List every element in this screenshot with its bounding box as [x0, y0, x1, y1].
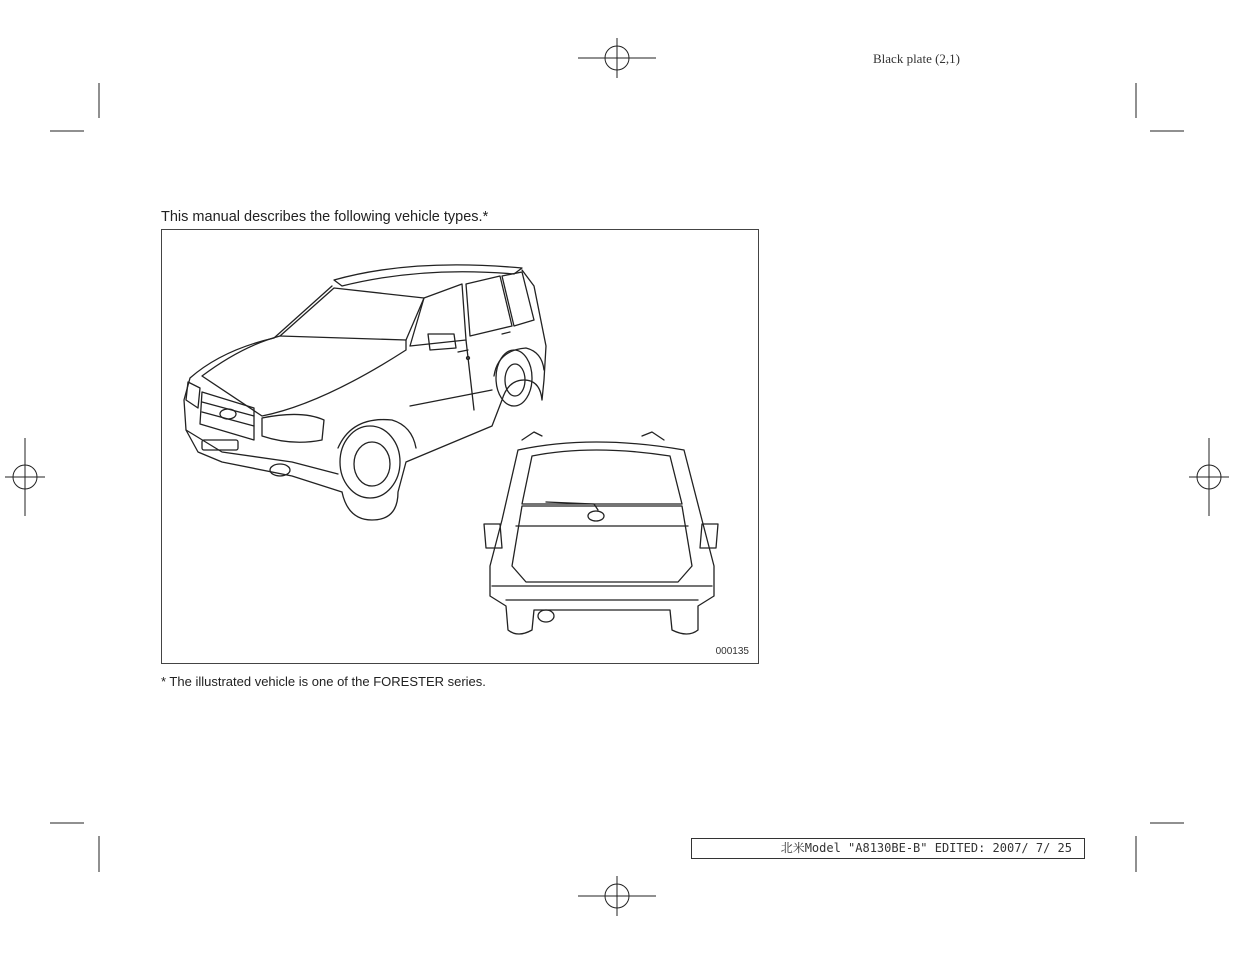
registration-crosshair-icon: [578, 876, 656, 916]
registration-crosshair-icon: [578, 38, 656, 78]
edit-info-box: 北米Model "A8130BE-B" EDITED: 2007/ 7/ 25: [691, 838, 1085, 859]
footnote: * The illustrated vehicle is one of the FORESTER series.: [161, 674, 486, 689]
plate-label: Black plate (2,1): [873, 51, 960, 66]
vehicle-figure: [161, 229, 759, 664]
intro-text: This manual describes the following vehicle types.*: [161, 209, 489, 225]
figure-code: 000135: [715, 646, 749, 657]
rear-view-suv: [484, 432, 718, 634]
registration-crosshair-icon: [1189, 438, 1229, 516]
front-three-quarter-suv: [184, 265, 546, 520]
registration-crosshair-icon: [5, 438, 45, 516]
suv-illustration-icon: [162, 230, 760, 665]
